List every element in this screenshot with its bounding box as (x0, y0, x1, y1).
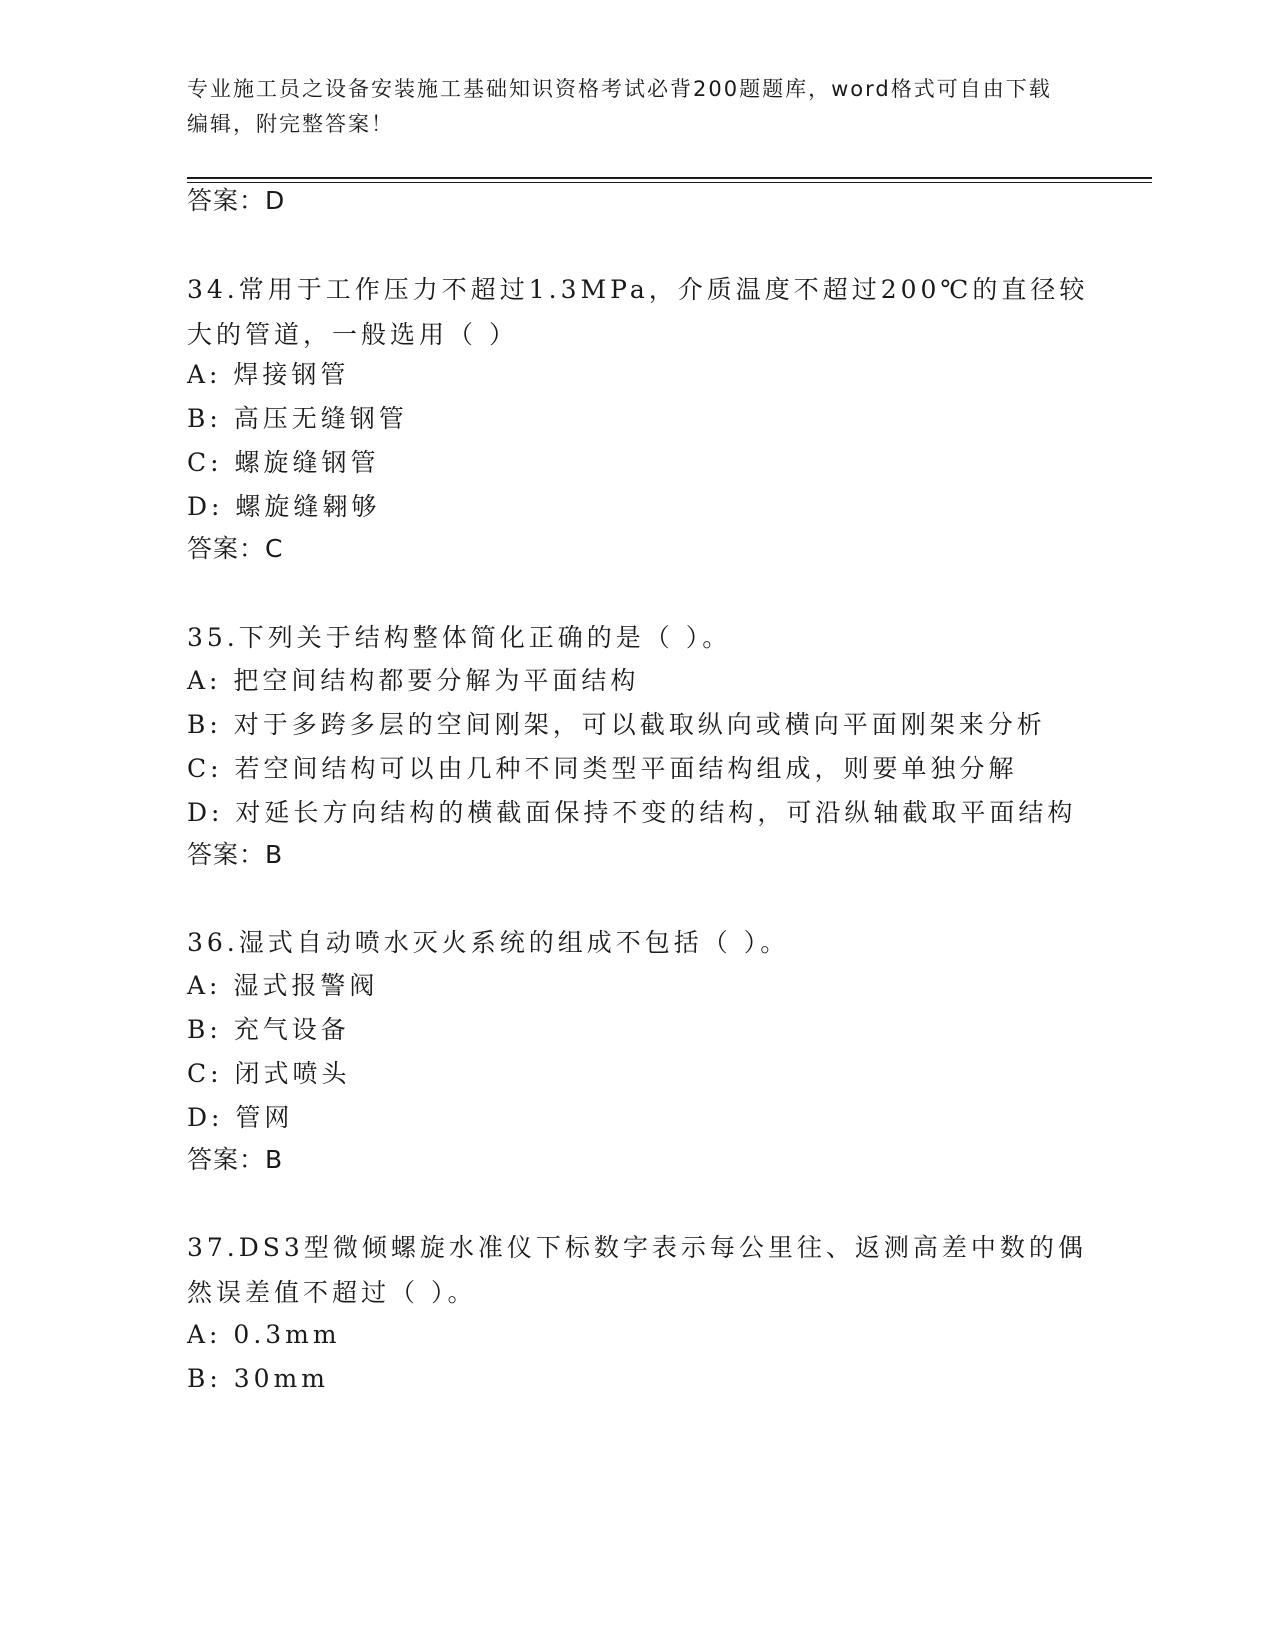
option-b: B: 高压无缝钢管 (187, 404, 408, 433)
answer-line: 答案：B (187, 840, 284, 869)
option-d: D: 管网 (187, 1103, 294, 1132)
header-divider-thick (187, 177, 1152, 179)
option-c: C: 螺旋缝钢管 (187, 448, 380, 477)
question-stem: 34.常用于工作压力不超过1.3MPa，介质温度不超过200℃的直径较大的管道，一般选用（ ） (187, 275, 1089, 349)
option-a: A: 把空间结构都要分解为平面结构 (187, 666, 640, 695)
option-a: A: 焊接钢管 (187, 360, 350, 389)
answer-line: 答案：D (187, 186, 286, 215)
question-stem: 35.下列关于结构整体简化正确的是（ ）。 (187, 623, 732, 652)
option-c: C: 闭式喷头 (187, 1059, 351, 1088)
option-b: B: 充气设备 (187, 1015, 350, 1044)
header-divider-thin (187, 182, 1152, 183)
option-a: A: 湿式报警阀 (187, 971, 379, 1000)
option-d: D: 螺旋缝翱够 (187, 492, 381, 521)
question-stem: 36.湿式自动喷水灭火系统的组成不包括（ ）。 (187, 928, 790, 957)
option-b: B: 30mm (187, 1364, 329, 1393)
option-c: C: 若空间结构可以由几种不同类型平面结构组成，则要单独分解 (187, 754, 1018, 783)
option-a: A: 0.3mm (187, 1320, 341, 1349)
option-b: B: 对于多跨多层的空间刚架，可以截取纵向或横向平面刚架来分析 (187, 710, 1046, 739)
document-header: 专业施工员之设备安装施工基础知识资格考试必背200题题库，word格式可自由下载编辑，附完整答案！ (187, 77, 1052, 136)
question-stem: 37.DS3型微倾螺旋水准仪下标数字表示每公里往、返测高差中数的偶然误差值不超过（ ）。 (187, 1233, 1087, 1307)
answer-line: 答案：B (187, 1145, 284, 1174)
answer-line: 答案：C (187, 534, 284, 563)
option-d: D: 对延长方向结构的横截面保持不变的结构，可沿纵轴截取平面结构 (187, 798, 1077, 827)
